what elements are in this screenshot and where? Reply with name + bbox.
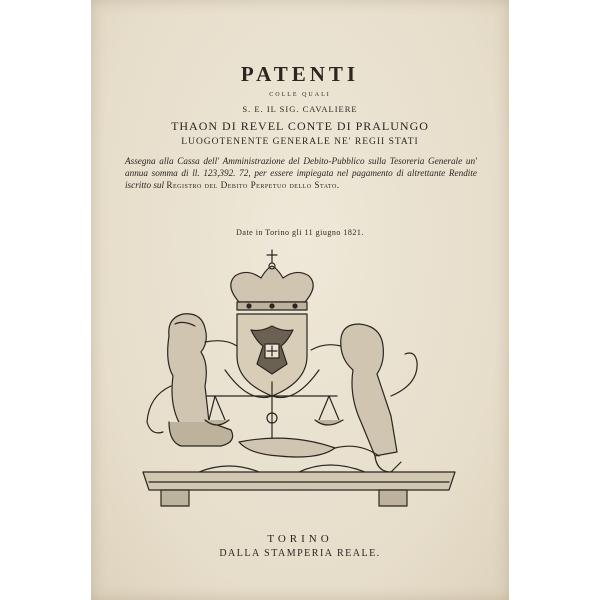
plinth-icon [143,465,455,506]
imprint-press: DALLA STAMPERIA REALE. [219,548,381,559]
drapery-icon [239,438,379,457]
left-lion-icon [147,314,237,446]
name-line: THAON DI REVEL CONTE DI PRALUNGO [171,119,429,133]
body-paragraph [125,155,477,191]
honorific-line: S. E. IL SIG. CAVALIERE [242,104,358,114]
paragraph-italic: Assegna alla Cassa dell' Amministrazione del Debito-Pubblico sulla Tesoreria Generale un' annua somma di ll. 123,392. 72, per essere impiegata nel pagamento di altrettante Rendite iscritto sul [125,156,477,190]
subtitle-small: COLLE QUALI [269,92,331,98]
imprint-city: TORINO [267,533,333,545]
crown-icon [231,250,313,310]
date-line: Date in Torino gli 11 giugno 1821. [236,228,364,237]
paragraph-smallcaps: Registro del Debito Perpetuo dello Stato. [166,180,340,190]
document-page [91,0,509,600]
document-title: PATENTI [240,62,360,86]
coat-of-arms-illustration [129,246,469,526]
role-line: LUOGOTENENTE GENERALE NE' REGII STATI [181,137,419,147]
